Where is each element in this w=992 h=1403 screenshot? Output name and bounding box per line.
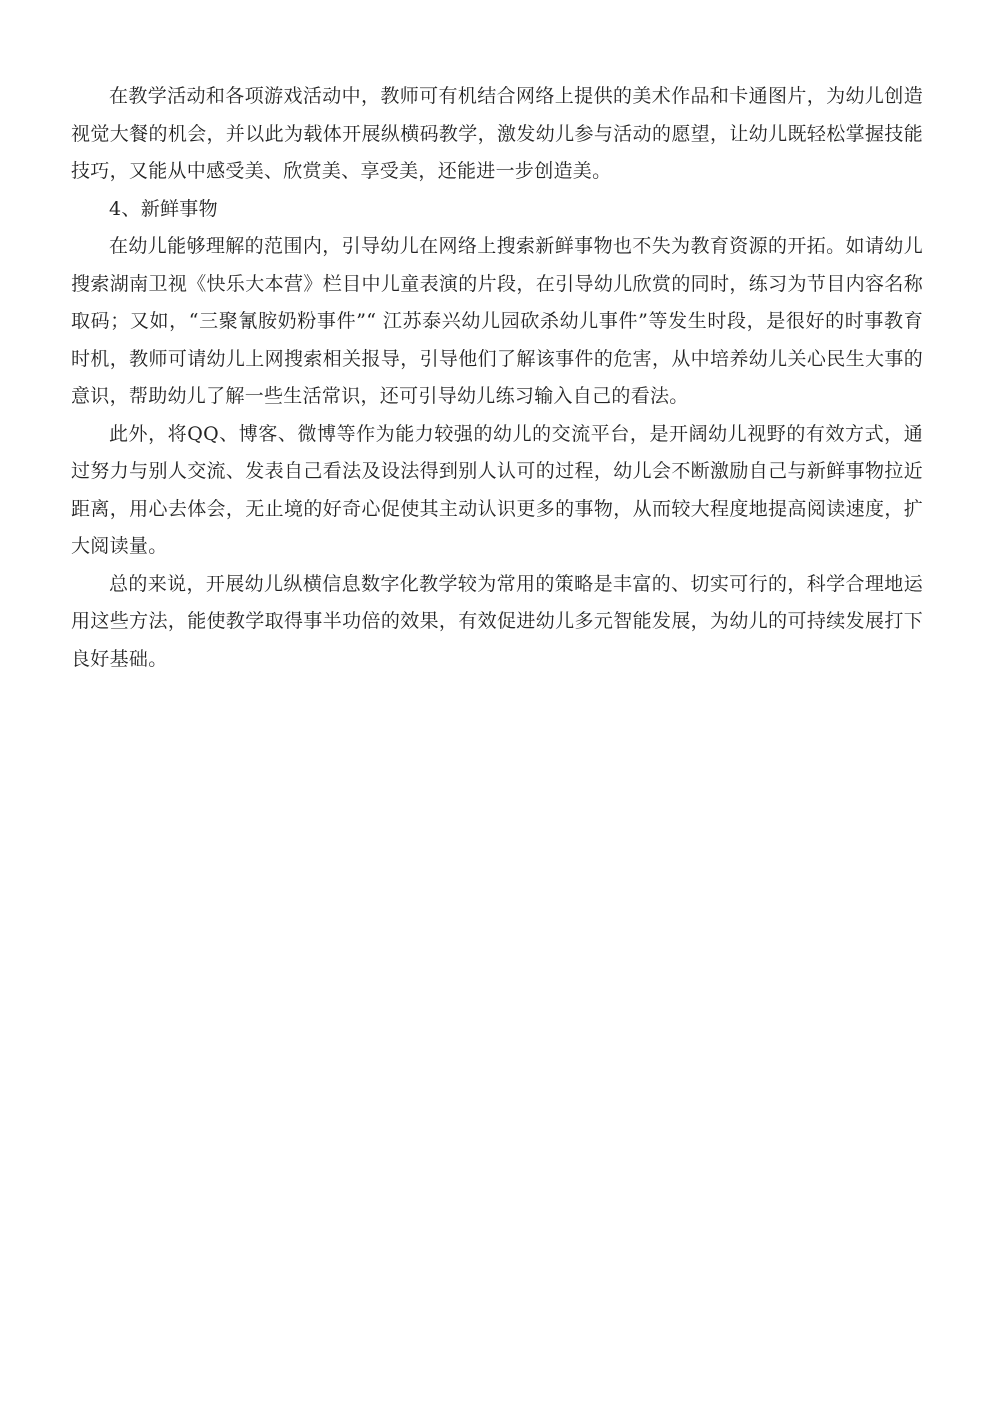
- section-heading-new-things: 4、新鲜事物: [109, 197, 218, 220]
- paragraph-communication-platforms: 此外，将QQ、博客、微博等作为能力较强的幼儿的交流平台，是开阔幼儿视野的有效方式，通过努力与别人交流、发表自己看法及设法得到别人认可的过程，幼儿会不断激励自己与新鲜事物拉近距离，用心去体会，无止境的好奇心促使其主动认识更多的事物，从而较大程度地提高阅读速度，扩大阅读量。: [71, 422, 923, 557]
- paragraph-conclusion: 总的来说，开展幼儿纵横信息数字化教学较为常用的策略是丰富的、切实可行的，科学合理地运用这些方法，能使教学取得事半功倍的效果，有效促进幼儿多元智能发展，为幼儿的可持续发展打下良好基础。: [71, 572, 923, 670]
- paragraph-art-activities: 在教学活动和各项游戏活动中，教师可有机结合网络上提供的美术作品和卡通图片，为幼儿创造视觉大餐的机会，并以此为载体开展纵横码教学，激发幼儿参与活动的愿望，让幼儿既轻松掌握技能技巧，又能从中感受美、欣赏美、享受美，还能进一步创造美。: [71, 85, 923, 182]
- paragraph-search-new-things: 在幼儿能够理解的范围内，引导幼儿在网络上搜索新鲜事物也不失为教育资源的开拓。如请幼儿搜索湖南卫视《快乐大本营》栏目中儿童表演的片段，在引导幼儿欣赏的同时，练习为节目内容名称取码；又如，“三聚氰胺奶粉事件”“ 江苏泰兴幼儿园砍杀幼儿事件”等发生时段，是很好的时事教育时机，教师可请幼儿上网搜索相关报导，引导他们了解该事件的危害，从中培养幼儿关心民生大事的意识，帮助幼儿了解一些生活常识，还可引导幼儿练习输入自己的看法。: [71, 235, 923, 407]
- document-body: [71, 78, 923, 678]
